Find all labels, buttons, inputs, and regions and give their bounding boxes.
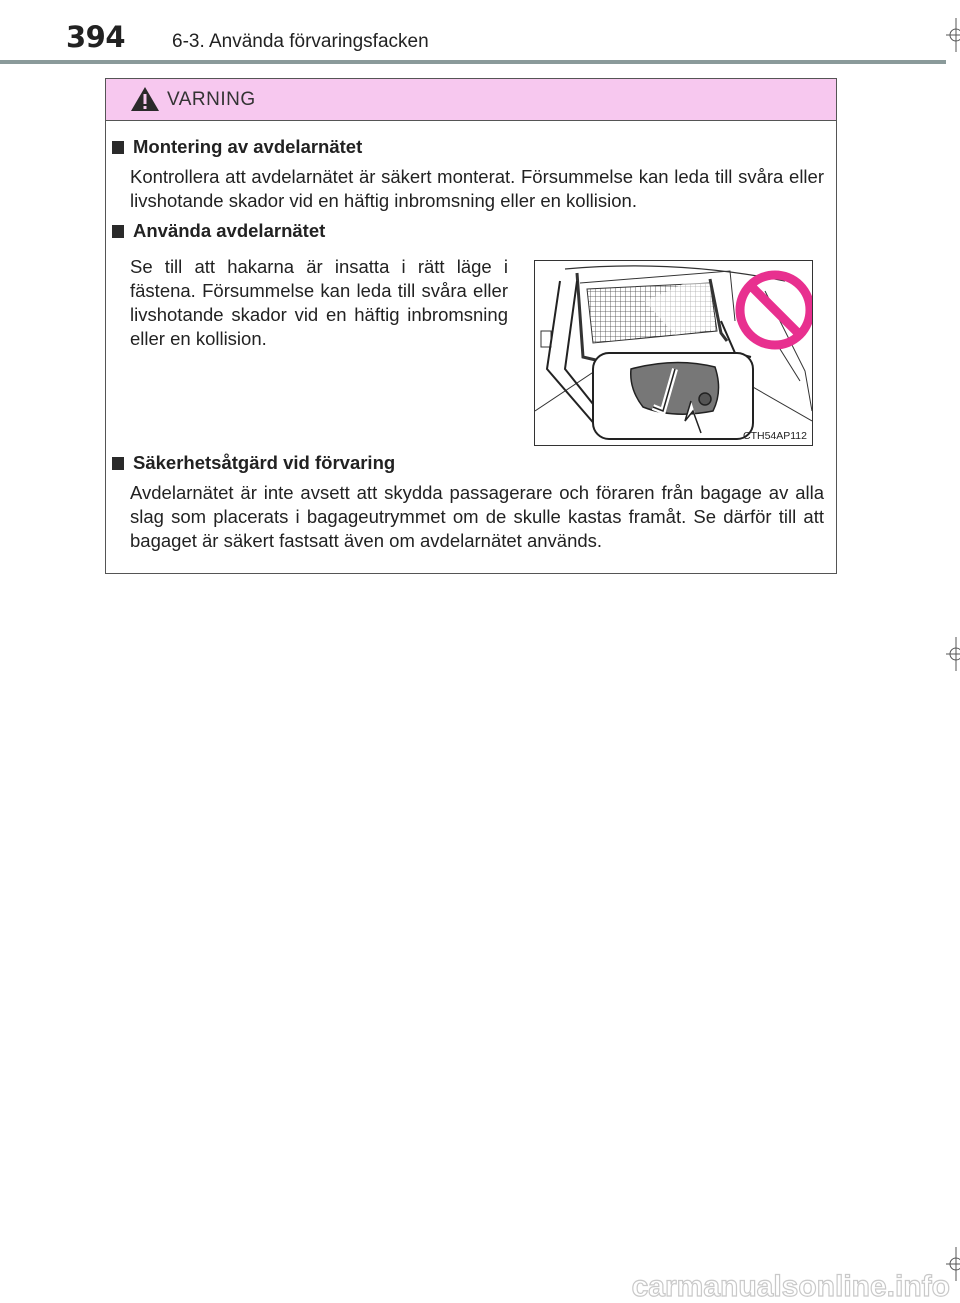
watermark-text: carmanualsonline.info	[631, 1272, 950, 1303]
section-heading-anvanda	[112, 220, 325, 242]
figure-code: CTH54AP112	[742, 430, 807, 442]
crop-mark-top-right-icon	[942, 18, 960, 52]
section-text-anvanda: Se till att hakarna är insatta i rätt läge i fästena. Försummelse kan leda till svåra eller livshotande skador vid en häftig inbromsning eller en kollision.	[130, 256, 508, 349]
section-text-sakerhet: Avdelarnätet är inte avsett att skydda passagerare och föraren från bagage av alla slag som placerats i bagageutrymmet om de skulle kastas framåt. Se därför till att bagaget är säkert fastsatt även om avdelarnätet används.	[130, 482, 824, 551]
section-heading-text: Montering av avdelarnätet	[133, 136, 363, 157]
section-heading-montering	[112, 136, 362, 158]
section-heading-text: Använda avdelarnätet	[133, 220, 326, 241]
watermark	[0, 1272, 960, 1303]
warning-header	[106, 79, 836, 121]
cargo-net-drawing-icon	[535, 261, 812, 445]
section-heading-text: Säkerhetsåtgärd vid förvaring	[133, 452, 396, 473]
net-hook-illustration	[534, 260, 813, 446]
bullet-square-icon	[112, 457, 124, 470]
section-heading-sakerhet	[112, 452, 395, 474]
section-text-montering: Kontrollera att avdelarnätet är säkert monterat. Försummelse kan leda till svåra eller livshotande skador vid en häftig inbromsning eller en kollision.	[130, 166, 824, 211]
bullet-square-icon	[112, 225, 124, 238]
warning-triangle-icon	[130, 86, 160, 112]
warning-box	[105, 78, 837, 574]
bullet-square-icon	[112, 141, 124, 154]
warning-label: VARNING	[167, 89, 256, 110]
page-number: 394	[66, 20, 126, 54]
header-rule	[0, 60, 946, 64]
section-title: 6-3. Använda förvaringsfacken	[172, 31, 429, 52]
crop-mark-middle-right-icon	[942, 637, 960, 671]
